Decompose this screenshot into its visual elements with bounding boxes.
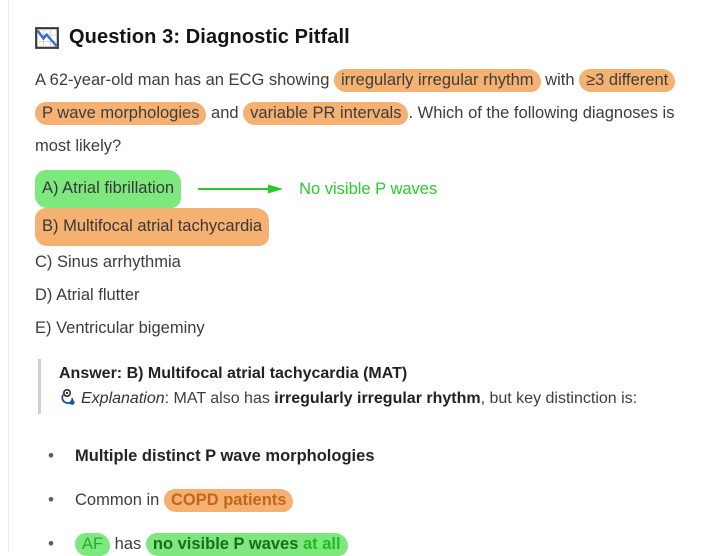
bullet-3-bold-bright-green: at all <box>298 535 341 553</box>
question-text: with <box>540 71 580 89</box>
list-item <box>48 488 712 512</box>
highlight-af: AF <box>75 533 110 556</box>
option-e-label: E) Ventricular bigeminy <box>35 319 205 337</box>
list-item <box>48 532 712 556</box>
option-b <box>35 208 712 246</box>
question-line-3: most likely? <box>35 137 122 155</box>
list-item <box>48 444 712 468</box>
explanation-text: : MAT also has <box>164 390 275 407</box>
option-d-label: D) Atrial flutter <box>35 286 140 304</box>
highlight-p-wave-morphologies: P wave morphologies <box>35 102 206 125</box>
highlight-irregular-rhythm: irregularly irregular rhythm <box>334 69 541 92</box>
key-points-list <box>35 444 712 556</box>
highlight-copd-patients: COPD patients <box>164 489 294 512</box>
explanation-bold-phrase: irregularly irregular rhythm <box>274 390 481 407</box>
bullet-3-text: has <box>110 535 146 553</box>
chart-decreasing-icon <box>35 27 59 49</box>
question-line-2 <box>35 97 712 130</box>
question-line-1 <box>35 64 712 97</box>
question-title-row <box>35 26 712 49</box>
option-a-label-highlighted: A) Atrial fibrillation <box>35 170 181 208</box>
question-text: . Which of the following diagnoses is <box>408 104 675 122</box>
question-text: A 62-year-old man has an ECG showing <box>35 71 334 89</box>
page-title: Question 3: Diagnostic Pitfall <box>69 26 350 48</box>
bullet-3-bold-dark-green: no visible P waves <box>152 535 299 553</box>
option-b-label-highlighted: B) Multifocal atrial tachycardia <box>35 208 269 246</box>
option-a <box>35 170 712 208</box>
answer-blockquote <box>38 359 712 414</box>
explanation-text: , but key distinction is: <box>480 390 638 407</box>
question-paragraph <box>35 64 712 163</box>
bullet-1-text: Multiple distinct P wave morphologies <box>75 447 375 465</box>
stethoscope-icon <box>59 390 81 407</box>
explanation-label: Explanation <box>81 390 165 407</box>
option-d <box>35 279 712 312</box>
option-e <box>35 312 712 345</box>
pane-divider <box>8 0 9 553</box>
option-c <box>35 246 712 279</box>
answer-options-list <box>35 170 712 345</box>
highlight-3-different: ≥3 different <box>579 69 675 92</box>
arrow-right-icon <box>197 183 285 195</box>
option-a-annotation: No visible P waves <box>299 179 438 198</box>
explanation-line <box>59 386 712 412</box>
question-text: and <box>206 104 244 122</box>
answer-title: Answer: B) Multifocal atrial tachycardia (MAT) <box>59 365 408 382</box>
highlight-variable-pr: variable PR intervals <box>243 102 408 125</box>
bullet-2-text: Common in <box>75 491 164 509</box>
option-c-label: C) Sinus arrhythmia <box>35 253 181 271</box>
